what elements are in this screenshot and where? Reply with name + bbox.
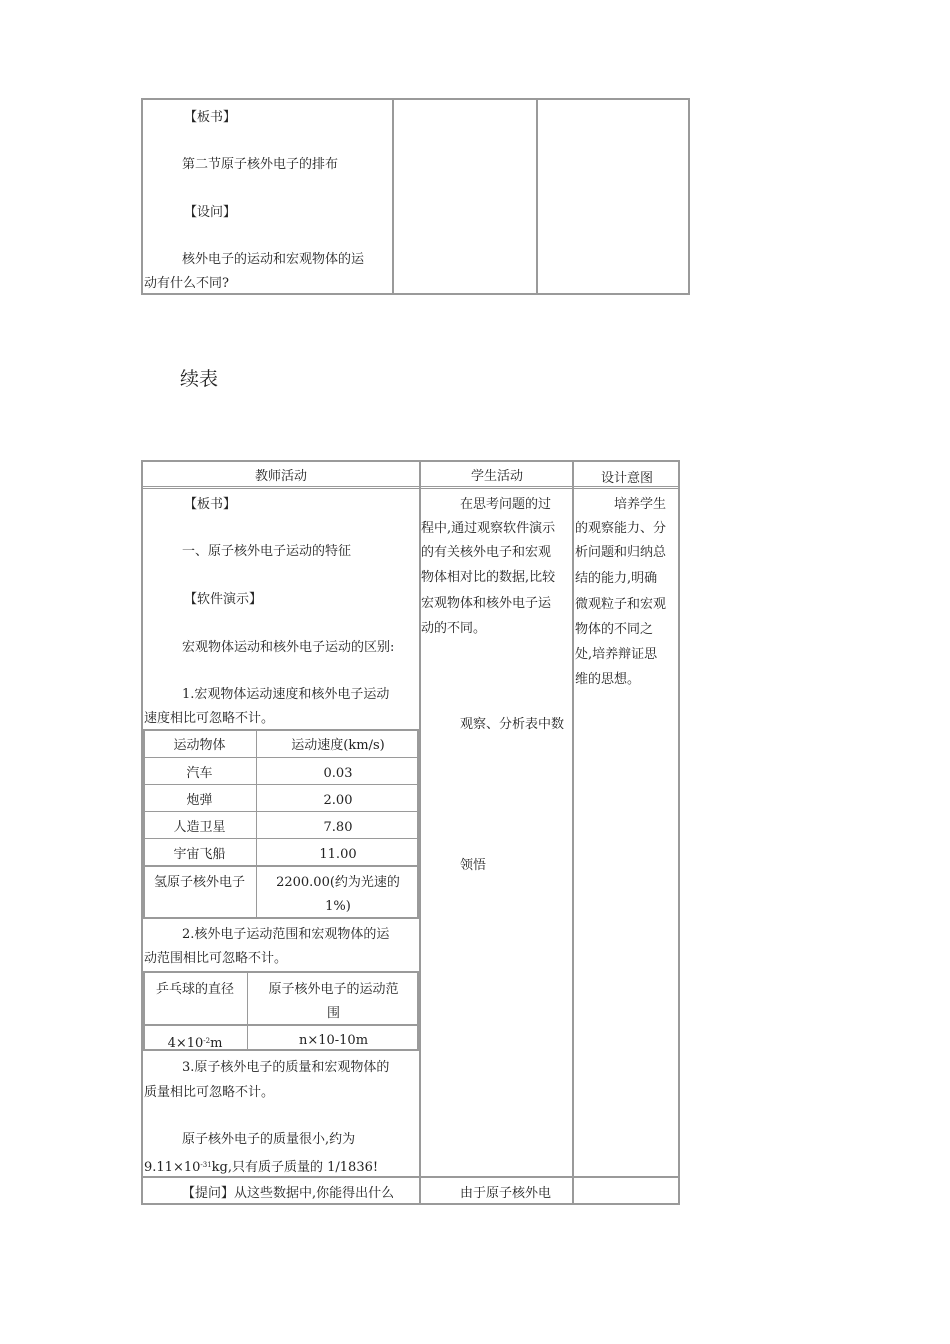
question-text: 【提问】从这些数据中,你能得出什么 (182, 1186, 395, 1201)
speed-table-row-line (143, 838, 419, 839)
range-table-header: 乒乓球的直径 (155, 982, 234, 997)
column-divider (572, 460, 574, 1205)
question-label: 【设问】 (184, 205, 237, 220)
speed-table-object: 炮弹 (186, 793, 213, 808)
student-text: 由于原子核外电 (460, 1186, 552, 1201)
speed-table-header: 运动速度(km/s) (291, 738, 385, 753)
speed-table-object: 宇宙飞船 (173, 847, 226, 862)
speed-table-value: 1%) (325, 899, 351, 914)
range-table-header: 原子核外电子的运动范 (268, 982, 399, 997)
speed-table-value: 11.00 (319, 847, 357, 862)
teacher-text: 动范围相比可忽略不计。 (144, 951, 288, 966)
mass-value-base: 9.11×10 (144, 1160, 201, 1175)
intent-text: 的观察能力、分 (575, 521, 667, 536)
teacher-text: 质量相比可忽略不计。 (144, 1085, 275, 1100)
mass-value-exponent: -31 (200, 1161, 212, 1169)
intent-text: 析问题和归纳总 (575, 545, 667, 560)
teacher-text: 宏观物体运动和核外电子运动的区别: (182, 640, 395, 655)
mass-value-rest: kg,只有质子质量的 1/1836! (211, 1160, 379, 1175)
teacher-text (144, 1157, 378, 1176)
question-text: 核外电子的运动和宏观物体的运 (182, 252, 365, 267)
student-realize: 领悟 (460, 858, 487, 873)
header-divider (141, 488, 680, 489)
student-observe: 观察、分析表中数 (460, 717, 565, 732)
section-title: 第二节原子核外电子的排布 (182, 157, 339, 172)
speed-table-value: 0.03 (323, 766, 353, 781)
speed-table-row-line (143, 865, 419, 867)
section-heading: 一、原子核外电子运动的特征 (182, 544, 352, 559)
question-text: 动有什么不同? (144, 276, 229, 291)
range-value-exponent: -2 (203, 1037, 211, 1045)
speed-table-object: 人造卫星 (173, 820, 226, 835)
range-table-row-line (143, 1024, 419, 1026)
student-text: 的有关核外电子和宏观 (421, 545, 552, 560)
row-divider (141, 1176, 680, 1178)
speed-table-value: 7.80 (323, 820, 353, 835)
board-note-label: 【板书】 (184, 110, 237, 125)
intent-text: 结的能力,明确 (575, 571, 658, 586)
range-value-unit: m (210, 1036, 223, 1051)
teacher-text: 2.核外电子运动范围和宏观物体的运 (182, 927, 390, 942)
student-text: 动的不同。 (421, 621, 487, 636)
intent-text: 维的思想。 (575, 672, 641, 687)
speed-table-value: 2200.00(约为光速的 (276, 875, 400, 890)
range-table-value (143, 1033, 247, 1052)
speed-table-row-line (143, 757, 419, 758)
student-text: 宏观物体和核外电子运 (421, 596, 552, 611)
range-value-base: 4×10 (167, 1036, 204, 1051)
range-table-value: n×10-10m (298, 1033, 369, 1048)
speed-table-row-line (143, 811, 419, 812)
intent-text: 培养学生 (614, 497, 667, 512)
continued-label: 续表 (180, 368, 219, 390)
speed-table-object: 汽车 (186, 766, 213, 781)
intent-text: 物体的不同之 (575, 622, 654, 637)
student-text: 物体相对比的数据,比较 (421, 570, 556, 585)
intent-text: 微观粒子和宏观 (575, 597, 667, 612)
speed-table-row-line (143, 784, 419, 785)
header-intent: 设计意图 (600, 471, 653, 486)
speed-table-header: 运动物体 (173, 738, 226, 753)
intent-text: 处,培养辩证思 (575, 647, 658, 662)
speed-table-object: 氢原子核外电子 (153, 875, 245, 890)
student-text: 程中,通过观察软件演示 (421, 521, 556, 536)
teacher-text: 速度相比可忽略不计。 (144, 711, 275, 726)
speed-table-value: 2.00 (323, 793, 353, 808)
top-table-divider (392, 100, 394, 293)
top-table-divider (536, 100, 538, 293)
student-text: 在思考问题的过 (460, 497, 552, 512)
header-student: 学生活动 (470, 469, 523, 484)
teacher-text: 3.原子核外电子的质量和宏观物体的 (182, 1060, 390, 1075)
teacher-text: 原子核外电子的质量很小,约为 (182, 1132, 356, 1147)
demo-label: 【软件演示】 (184, 592, 263, 607)
teacher-text: 1.宏观物体运动速度和核外电子运动 (182, 687, 390, 702)
range-table-header: 围 (326, 1006, 340, 1021)
board-note-label: 【板书】 (184, 497, 237, 512)
header-teacher: 教师活动 (254, 469, 307, 484)
